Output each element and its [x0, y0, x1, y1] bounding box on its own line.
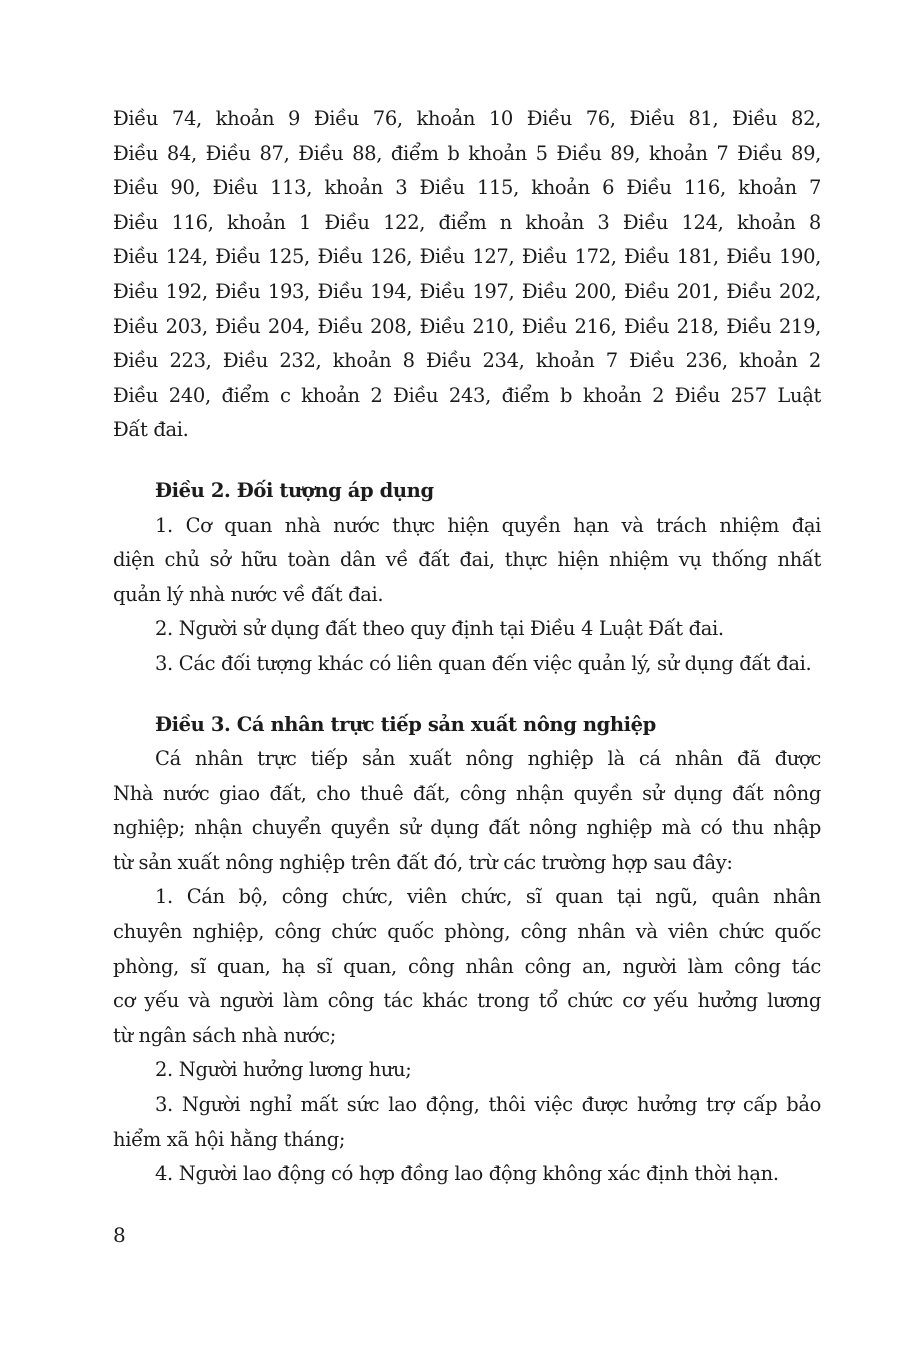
text-line: 3. Người nghỉ mất sức lao động, thôi việc được hưởng trợ cấp bảo [155, 1093, 821, 1117]
text-line: diện chủ sở hữu toàn dân về đất đai, thực hiện nhiệm vụ thống nhất [113, 548, 821, 572]
continuation-paragraph [113, 102, 821, 448]
text-line: chuyên nghiệp, công chức quốc phòng, công nhân và viên chức quốc [113, 920, 821, 944]
article-3-item-2: 2. Người hưởng lương hưu; [155, 1058, 412, 1082]
text-line: nghiệp; nhận chuyển quyền sử dụng đất nông nghiệp mà có thu nhập [113, 816, 821, 840]
text-line: Điều 84, Điều 87, Điều 88, điểm b khoản 5 Điều 89, khoản 7 Điều 89, [113, 141, 821, 165]
article-2-heading: Điều 2. Đối tượng áp dụng [155, 478, 434, 502]
text-line: 1. Cán bộ, công chức, viên chức, sĩ quan tại ngũ, quân nhân [155, 885, 821, 909]
text-line: Nhà nước giao đất, cho thuê đất, công nhận quyền sử dụng đất nông [113, 781, 821, 805]
text-line: Điều 90, Điều 113, khoản 3 Điều 115, khoản 6 Điều 116, khoản 7 [113, 176, 821, 200]
text-line: từ ngân sách nhà nước; [113, 1023, 336, 1047]
text-line: từ sản xuất nông nghiệp trên đất đó, trừ các trường hợp sau đây: [113, 850, 733, 874]
text-line: quản lý nhà nước về đất đai. [113, 582, 384, 606]
article-3-intro [113, 742, 821, 880]
text-line: Cá nhân trực tiếp sản xuất nông nghiệp là cá nhân đã được [155, 747, 821, 771]
text-line: phòng, sĩ quan, hạ sĩ quan, công nhân công an, người làm công tác [113, 954, 821, 978]
article-3-item-4: 4. Người lao động có hợp đồng lao động không xác định thời hạn. [155, 1162, 779, 1186]
document-page [113, 102, 821, 1192]
article-2-item-2: 2. Người sử dụng đất theo quy định tại Điều 4 Luật Đất đai. [155, 617, 724, 641]
article-2-item-3: 3. Các đối tượng khác có liên quan đến việc quản lý, sử dụng đất đai. [155, 651, 812, 675]
text-line: Điều 74, khoản 9 Điều 76, khoản 10 Điều 76, Điều 81, Điều 82, [113, 107, 821, 130]
text-line: Đất đai. [113, 418, 189, 442]
text-line: Điều 223, Điều 232, khoản 8 Điều 234, khoản 7 Điều 236, khoản 2 [113, 349, 821, 373]
text-line: cơ yếu và người làm công tác khác trong tổ chức cơ yếu hưởng lương [113, 989, 821, 1013]
text-line: Điều 124, Điều 125, Điều 126, Điều 127, Điều 172, Điều 181, Điều 190, [113, 245, 821, 269]
text-line: Điều 116, khoản 1 Điều 122, điểm n khoản 3 Điều 124, khoản 8 [113, 210, 821, 234]
article-3-item-3 [113, 1088, 821, 1157]
text-line: Điều 203, Điều 204, Điều 208, Điều 210, Điều 216, Điều 218, Điều 219, [113, 314, 821, 338]
text-line: hiểm xã hội hằng tháng; [113, 1127, 346, 1151]
article-3-heading: Điều 3. Cá nhân trực tiếp sản xuất nông nghiệp [155, 712, 656, 736]
text-line: 1. Cơ quan nhà nước thực hiện quyền hạn và trách nhiệm đại [155, 513, 821, 537]
article-2-item-1 [113, 509, 821, 613]
article-3-item-1 [113, 880, 821, 1053]
page-number: 8 [113, 1223, 126, 1247]
text-line: Điều 192, Điều 193, Điều 194, Điều 197, Điều 200, Điều 201, Điều 202, [113, 279, 821, 303]
text-line: Điều 240, điểm c khoản 2 Điều 243, điểm b khoản 2 Điều 257 Luật [113, 383, 821, 407]
